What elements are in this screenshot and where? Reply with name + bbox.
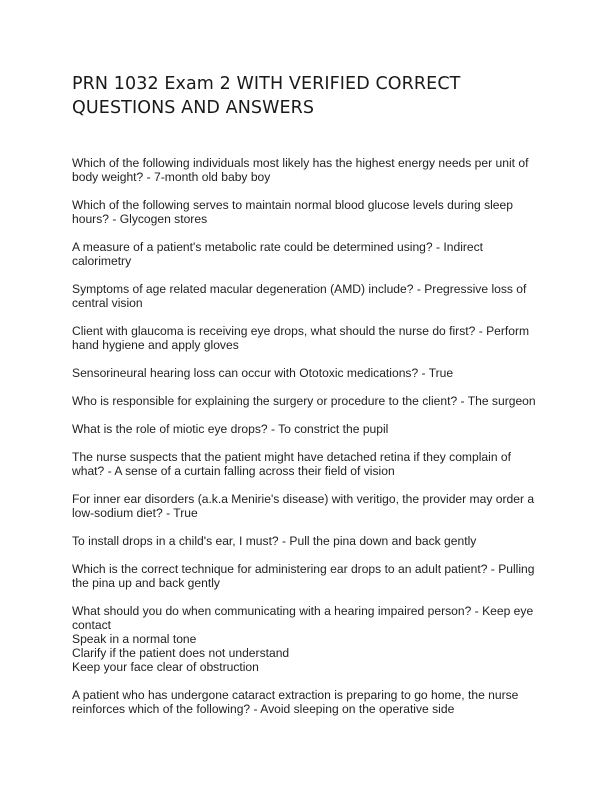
qa-item: Which of the following serves to maintain normal blood glucose levels during sleep hours? - Glycogen stores bbox=[72, 198, 513, 226]
qa-list bbox=[72, 156, 542, 730]
qa-item: For inner ear disorders (a.k.a Menirie's disease) with veritigo, the provider may order a low-sodium diet? - True bbox=[72, 492, 535, 520]
qa-item: The nurse suspects that the patient might have detached retina if they complain of what? - A sense of a curtain falling across their field of vision bbox=[72, 450, 511, 478]
qa-item: What is the role of miotic eye drops? - To constrict the pupil bbox=[72, 422, 389, 436]
document-title: PRN 1032 Exam 2 WITH VERIFIED CORRECT QUESTIONS AND ANSWERS bbox=[72, 74, 461, 118]
qa-item: Which of the following individuals most likely has the highest energy needs per unit of body weight? - 7-month old baby boy bbox=[72, 156, 529, 184]
qa-item: To install drops in a child's ear, I must? - Pull the pina down and back gently bbox=[72, 534, 477, 548]
qa-item: Symptoms of age related macular degeneration (AMD) include? - Pregressive loss of central vision bbox=[72, 282, 527, 310]
qa-item: Sensorineural hearing loss can occur with Ototoxic medications? - True bbox=[72, 366, 454, 380]
qa-item: Who is responsible for explaining the surgery or procedure to the client? - The surgeon bbox=[72, 394, 536, 408]
qa-item: What should you do when communicating with a hearing impaired person? - Keep eye contact Speak in a normal tone Clarify if the patient does not understand Keep your face clear of obstruction bbox=[72, 604, 534, 674]
qa-item: Client with glaucoma is receiving eye drops, what should the nurse do first? - Perform hand hygiene and apply gloves bbox=[72, 324, 530, 352]
qa-item: A patient who has undergone cataract extraction is preparing to go home, the nurse reinforces which of the following? - Avoid sleeping on the operative side bbox=[72, 688, 519, 716]
qa-item: A measure of a patient's metabolic rate could be determined using? - Indirect calorimetry bbox=[72, 240, 484, 268]
qa-item: Which is the correct technique for administering ear drops to an adult patient? - Pulling the pina up and back gently bbox=[72, 562, 535, 590]
